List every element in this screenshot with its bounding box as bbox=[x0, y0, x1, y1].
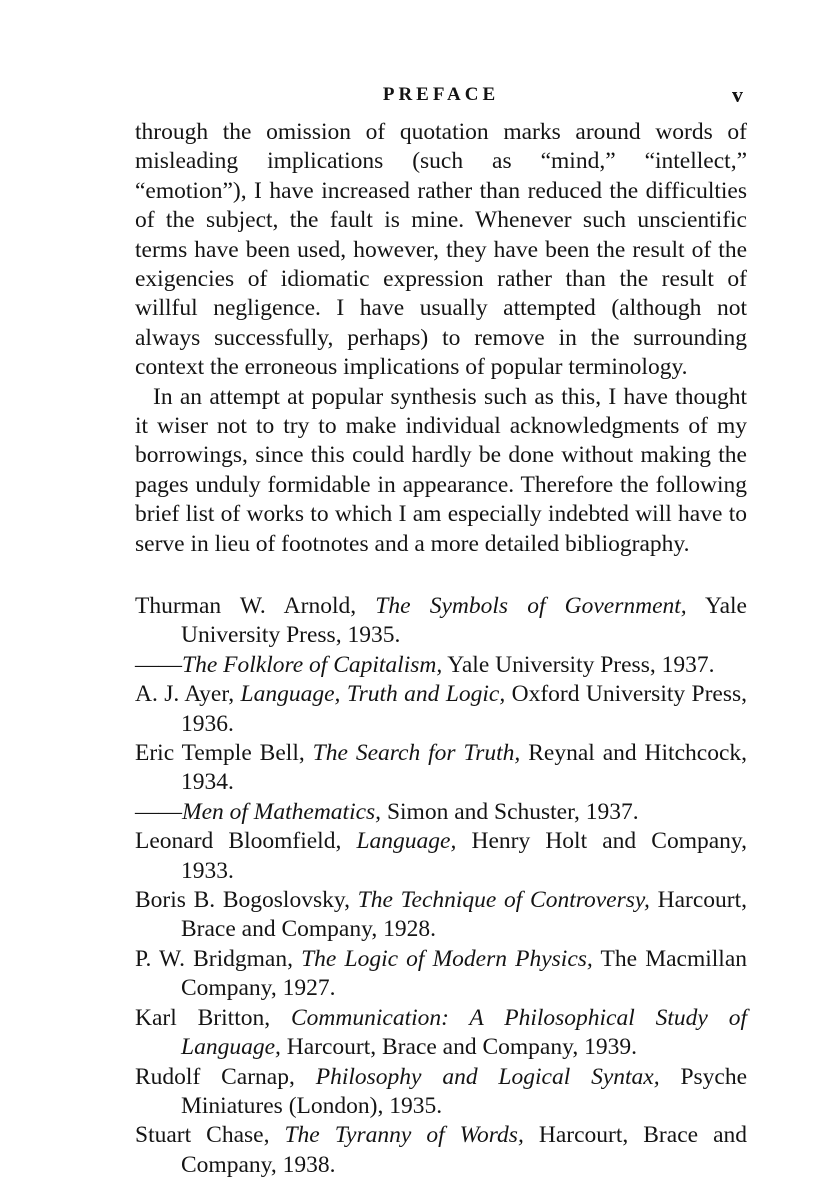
bibliography-entry bbox=[135, 798, 747, 827]
entry-author: Boris B. Bogoslovsky, bbox=[135, 887, 350, 914]
running-title: PREFACE bbox=[382, 84, 500, 105]
entry-title: Language, bbox=[356, 828, 457, 855]
bibliography-entry bbox=[135, 1063, 747, 1122]
entry-author: —— bbox=[135, 651, 182, 678]
entry-author: Thurman W. Arnold, bbox=[135, 593, 357, 619]
entry-title: The Tyranny of Words, bbox=[284, 1122, 524, 1149]
entry-publisher: The Macmillan Company, 1927. bbox=[181, 945, 747, 1002]
entry-author: —— bbox=[135, 798, 182, 825]
entry-title: The Symbols of Government, bbox=[375, 593, 687, 619]
entry-title: The Logic of Modern Physics, bbox=[301, 945, 593, 972]
page-header bbox=[135, 84, 747, 114]
entry-title: Philosophy and Logical Syntax, bbox=[315, 1063, 660, 1090]
bibliography-entry bbox=[135, 739, 747, 798]
entry-publisher: Psyche Miniatures (London), 1935. bbox=[181, 1063, 748, 1119]
page-number: v bbox=[732, 82, 743, 107]
entry-title: The Technique of Controversy, bbox=[357, 887, 650, 914]
body-text bbox=[135, 118, 747, 559]
bibliography-entry bbox=[135, 592, 747, 651]
entry-publisher: Harcourt, Brace and Company, 1939. bbox=[286, 1034, 637, 1061]
entry-author: Eric Temple Bell, bbox=[135, 740, 305, 767]
entry-author: Leonard Bloomfield, bbox=[135, 828, 342, 855]
paragraph: In an attempt at popular synthesis such as this, I have thought it wiser not to try to make individual acknowledgments of my borrowings, since this could hardly be done without making the pages unduly formidable in appearance. Therefore the following brief list of works to which I am especially indebted will have to serve in lieu of footnotes and a more detailed bibliography. bbox=[135, 383, 747, 557]
bibliography-entry bbox=[135, 827, 747, 886]
bibliography-list bbox=[135, 592, 747, 1180]
entry-publisher: Yale University Press, 1935. bbox=[181, 593, 747, 649]
entry-title: Communication: A Philosophical Study of Language, bbox=[181, 1004, 748, 1061]
entry-publisher: Oxford University Press, 1936. bbox=[181, 681, 748, 737]
entry-author: A. J. Ayer, bbox=[135, 681, 235, 708]
bibliography-entry bbox=[135, 1004, 747, 1063]
entry-author: Karl Britton, bbox=[135, 1004, 271, 1031]
bibliography-entry bbox=[135, 945, 747, 1004]
entry-author: Rudolf Carnap, bbox=[135, 1063, 295, 1090]
entry-publisher: Harcourt, Brace and Company, 1938. bbox=[181, 1122, 747, 1178]
bibliography-entry bbox=[135, 1121, 747, 1180]
entry-publisher: Reynal and Hitchcock, 1934. bbox=[181, 740, 747, 796]
entry-title: Men of Mathematics, bbox=[182, 798, 382, 825]
bibliography-entry bbox=[135, 680, 747, 739]
entry-publisher: Harcourt, Brace and Company, 1928. bbox=[181, 887, 748, 943]
entry-publisher: Simon and Schuster, 1937. bbox=[386, 798, 639, 825]
bibliography-entry bbox=[135, 886, 747, 945]
entry-title: The Folklore of Capitalism, bbox=[182, 651, 443, 678]
entry-author: P. W. Bridgman, bbox=[135, 945, 293, 972]
entry-title: Language, Truth and Logic, bbox=[240, 681, 506, 708]
bibliography-entry bbox=[135, 651, 747, 680]
entry-title: The Search for Truth, bbox=[312, 740, 521, 767]
entry-publisher: Henry Holt and Company, 1933. bbox=[181, 828, 748, 884]
entry-publisher: Yale University Press, 1937. bbox=[447, 651, 715, 678]
paragraph: through the omission of quotation marks around words of misleading implications (such as “mind,” “intellect,” “emotion”), I have increased rather than reduced the difficulties of the subject, the fault is mine. Whenever such unscientific terms have been used, however, they have been the result of the exigencies of idiomatic expression rather than the result of willful negligence. I have usually attempted (although not always successfully, perhaps) to remove in the surrounding context the erroneous implications of popular terminology. bbox=[135, 119, 747, 381]
entry-author: Stuart Chase, bbox=[135, 1122, 270, 1149]
